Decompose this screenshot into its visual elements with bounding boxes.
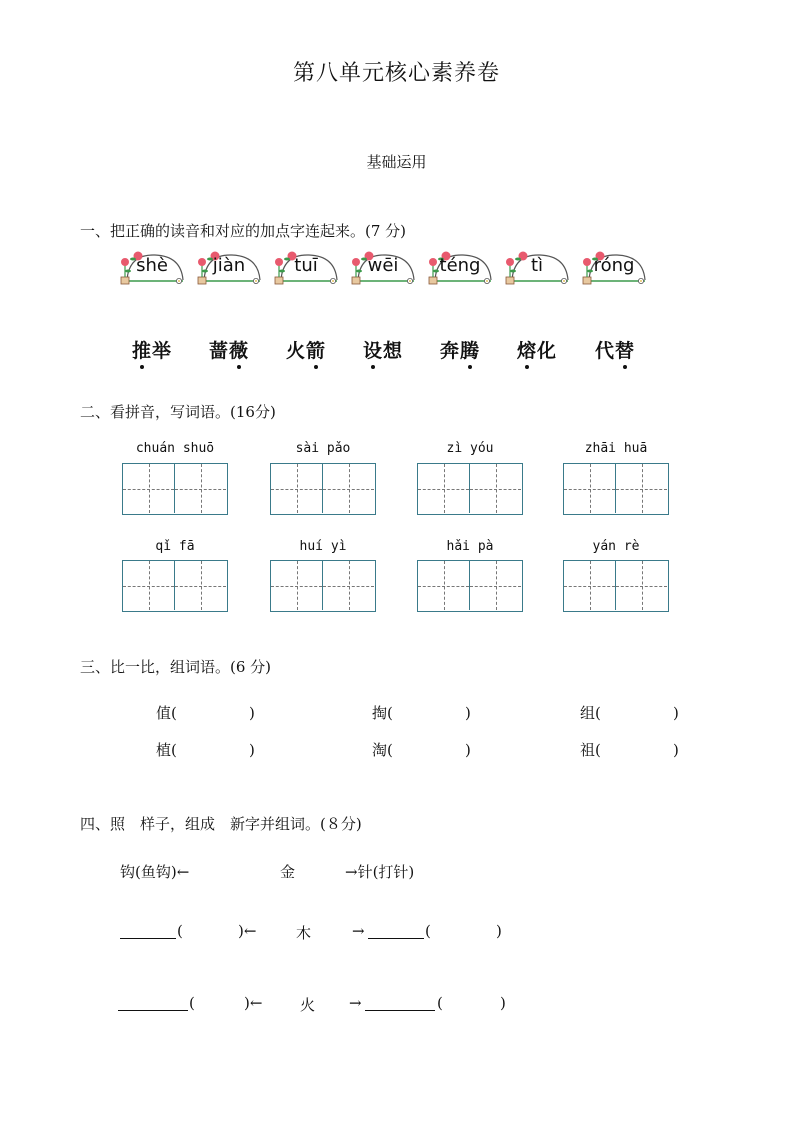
grid-cell[interactable] [271,464,323,513]
grid-cell[interactable] [271,561,323,610]
answer-paren-open: ( [595,741,601,759]
word-char: 火 [286,340,307,362]
pinyin-prompt: zhāi huā [584,441,648,456]
vocab-word[interactable] [440,336,480,363]
pinyin-badge[interactable] [350,250,416,288]
vocab-word[interactable] [363,336,403,363]
pinyin-prompt: huí yì [299,539,347,554]
paren-open: ( [437,994,443,1012]
compare-item[interactable] [372,739,471,760]
section1-heading: 一、把正确的读音和对应的加点字连起来。(7 分) [80,222,407,240]
section2-heading: 二、看拼音，写词语。(16分) [80,403,276,421]
compare-char: 组 [580,704,596,722]
pinyin-text: róng [593,255,635,276]
pinyin-prompt: chuán shuō [135,441,215,456]
dotted-char: 替 [615,336,635,363]
pinyin-badge[interactable] [427,250,493,288]
arrow: → [352,922,365,940]
answer-paren-open: ( [171,704,177,722]
dotted-char: 熔 [517,336,537,363]
answer-paren-open: ( [387,704,393,722]
compare-char: 祖 [580,741,596,759]
word-char: 奔 [440,340,461,362]
dotted-char: 箭 [306,336,326,363]
vocab-word[interactable] [595,336,635,363]
pinyin-text: shè [136,255,168,276]
word-char: 化 [537,340,558,362]
word-char: 想 [383,340,404,362]
grid-cell[interactable] [418,561,470,610]
grid-cell[interactable] [616,561,667,610]
pinyin-prompt: hǎi pà [446,539,494,554]
paren-close: ) [496,922,502,940]
compare-item[interactable] [580,739,679,760]
dotted-char: 薇 [229,336,249,363]
tianzige-grid[interactable] [417,463,523,515]
word-char: 蔷 [209,340,230,362]
grid-cell[interactable] [470,561,521,610]
answer-paren-close: ) [249,741,255,759]
example-left: 钩(鱼钩)← [120,863,190,881]
grid-cell[interactable] [418,464,470,513]
pinyin-text: tuī [294,255,318,276]
compare-item[interactable] [156,702,255,723]
grid-cell[interactable] [175,464,226,513]
compare-char: 掏 [372,704,388,722]
word-char: 举 [152,340,173,362]
pinyin-prompt: sài pǎo [295,441,351,456]
pinyin-prompt: yán rè [592,539,640,554]
grid-cell[interactable] [175,561,226,610]
compare-char: 淘 [372,741,388,759]
tianzige-grid[interactable] [563,560,669,612]
tianzige-grid[interactable] [270,463,376,515]
answer-paren-close: ) [673,741,679,759]
pinyin-badge[interactable] [196,250,262,288]
section-subtitle: 基础运用 [366,153,427,171]
answer-paren-open: ( [595,704,601,722]
dotted-char: 腾 [460,336,480,363]
paren-close-arrow: )← [238,922,257,940]
answer-paren-open: ( [171,741,177,759]
tianzige-grid[interactable] [563,463,669,515]
grid-cell[interactable] [123,464,175,513]
compare-item[interactable] [156,739,255,760]
arrow: → [349,994,362,1012]
tianzige-grid[interactable] [122,463,228,515]
tianzige-grid[interactable] [270,560,376,612]
pinyin-prompt: zì yóu [446,441,494,456]
vocab-word[interactable] [286,336,326,363]
answer-paren-close: ) [465,704,471,722]
section3-heading: 三、比一比，组词语。(6 分) [80,658,272,676]
answer-paren-close: ) [673,704,679,722]
pinyin-prompt: qǐ fā [155,539,195,554]
pinyin-text: jiàn [212,255,246,276]
example-right: →针(打针) [345,863,415,881]
blank-new-char[interactable] [120,924,176,939]
grid-cell[interactable] [123,561,175,610]
example-radical: 金 [280,863,296,881]
pinyin-badge[interactable] [273,250,339,288]
blank-new-char[interactable] [365,996,435,1011]
grid-cell[interactable] [323,464,374,513]
grid-cell[interactable] [616,464,667,513]
blank-new-char[interactable] [368,924,424,939]
dotted-char: 设 [363,336,383,363]
vocab-word[interactable] [132,336,172,363]
blank-new-char[interactable] [118,996,188,1011]
radical-char: 木 [296,924,312,942]
grid-cell[interactable] [564,464,616,513]
answer-paren-close: ) [465,741,471,759]
tianzige-grid[interactable] [122,560,228,612]
answer-paren-close: ) [249,704,255,722]
paren-open: ( [189,994,195,1012]
grid-cell[interactable] [323,561,374,610]
pinyin-badge[interactable] [504,250,570,288]
dotted-char: 推 [132,336,152,363]
page-title: 第八单元核心素养卷 [292,61,500,86]
pinyin-text: wēi [367,255,399,276]
paren-open: ( [425,922,431,940]
pinyin-text: tì [530,255,544,276]
compare-item[interactable] [372,702,471,723]
answer-paren-open: ( [387,741,393,759]
paren-close-arrow: )← [244,994,263,1012]
paren-open: ( [177,922,183,940]
tianzige-grid[interactable] [417,560,523,612]
pinyin-badge[interactable] [119,250,185,288]
pinyin-badge[interactable] [581,250,647,288]
compare-char: 植 [156,741,172,759]
compare-char: 值 [156,704,172,722]
word-char: 代 [595,340,616,362]
section4-heading: 四、照 样子，组成 新字并组词。(８分) [80,815,362,833]
vocab-word[interactable] [209,336,249,363]
pinyin-text: téng [439,255,481,276]
radical-char: 火 [300,996,316,1014]
paren-close: ) [500,994,506,1012]
grid-cell[interactable] [470,464,521,513]
grid-cell[interactable] [564,561,616,610]
compare-item[interactable] [580,702,679,723]
vocab-word[interactable] [517,336,557,363]
